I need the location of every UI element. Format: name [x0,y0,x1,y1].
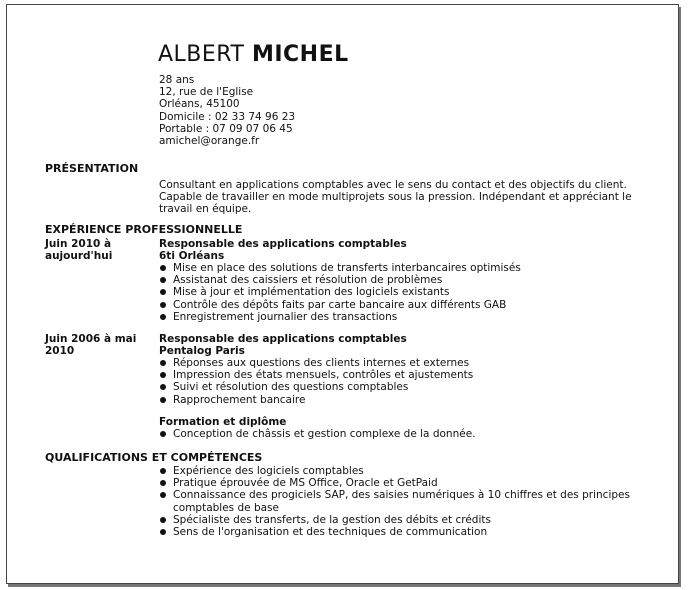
bullet-icon [160,468,166,474]
home-phone: Domicile : 02 33 74 96 23 [159,110,296,123]
list-item: Contrôle des dépôts faits par carte bancaire aux différents GAB [159,299,649,311]
job-2-tasks [159,357,649,406]
city: Orléans, 45100 [159,98,240,111]
list-item: Rapprochement bancaire [159,394,649,406]
bullet-icon [160,384,166,390]
list-item: Pratique éprouvée de MS Office, Oracle et GetPaid [159,477,649,489]
bullet-icon [160,431,166,437]
list-item: Expérience des logiciels comptables [159,465,649,477]
street-address: 12, rue de l'Eglise [159,86,254,99]
list-item: Connaissance des progiciels SAP, des saisies numériques à 10 chiffres et des principes comptables de base [159,489,649,513]
bullet-icon [160,517,166,523]
job-1-role: Responsable des applications comptables [159,238,407,250]
list-item: Spécialiste des transferts, de la gestion des débits et crédits [159,514,649,526]
job-2-role: Responsable des applications comptables [159,333,407,345]
bullet-icon [160,277,166,283]
list-item: Impression des états mensuels, contrôles et ajustements [159,369,649,381]
bullet-icon [160,302,166,308]
presentation-heading: PRÉSENTATION [45,162,139,175]
bullet-icon [160,265,166,271]
list-item: Suivi et résolution des questions comptables [159,381,649,393]
qualifications-heading: QUALIFICATIONS ET COMPÉTENCES [45,451,263,464]
list-item: Mise à jour et implémentation des logiciels existants [159,286,649,298]
presentation-text: Consultant en applications comptables avec le sens du contact et des objectifs du client. Capable de travailler en mode multiprojets sous la pression. Indépendant et appréciant le travail en équipe. [159,179,632,216]
last-name: MICHEL [251,42,349,67]
mobile-phone: Portable : 07 09 07 06 45 [159,122,293,135]
training-heading: Formation et diplôme [159,416,287,428]
job-1-company: 6ti Orléans [159,250,225,262]
first-name: ALBERT [158,42,245,67]
job-1-date: Juin 2010 à aujourd'hui [45,238,113,263]
list-item: Conception de châssis et gestion complexe de la donnée. [159,428,649,440]
bullet-icon [160,289,166,295]
contact-block [159,74,295,147]
training-items [159,428,649,440]
list-item: Sens de l'organisation et des techniques de communication [159,526,649,538]
bullet-icon [160,529,166,535]
bullet-icon [160,480,166,486]
list-item: Assistanat des caissiers et résolution de problèmes [159,274,649,286]
list-item: Réponses aux questions des clients internes et externes [159,357,649,369]
bullet-icon [160,372,166,378]
job-2-company: Pentalog Paris [159,345,245,357]
bullet-icon [160,397,166,403]
age: 28 ans [159,74,195,86]
list-item: Mise en place des solutions de transferts interbancaires optimisés [159,262,649,274]
bullet-icon [160,360,166,366]
qualifications-list [159,465,649,538]
list-item: Enregistrement journalier des transactions [159,311,649,323]
job-1-tasks [159,262,649,323]
job-2-date: Juin 2006 à mai 2010 [45,333,137,358]
email: amichel@orange.fr [159,135,260,148]
bullet-icon [160,492,166,498]
experience-heading: EXPÉRIENCE PROFESSIONNELLE [45,223,243,236]
bullet-icon [160,314,166,320]
candidate-name [158,42,349,67]
